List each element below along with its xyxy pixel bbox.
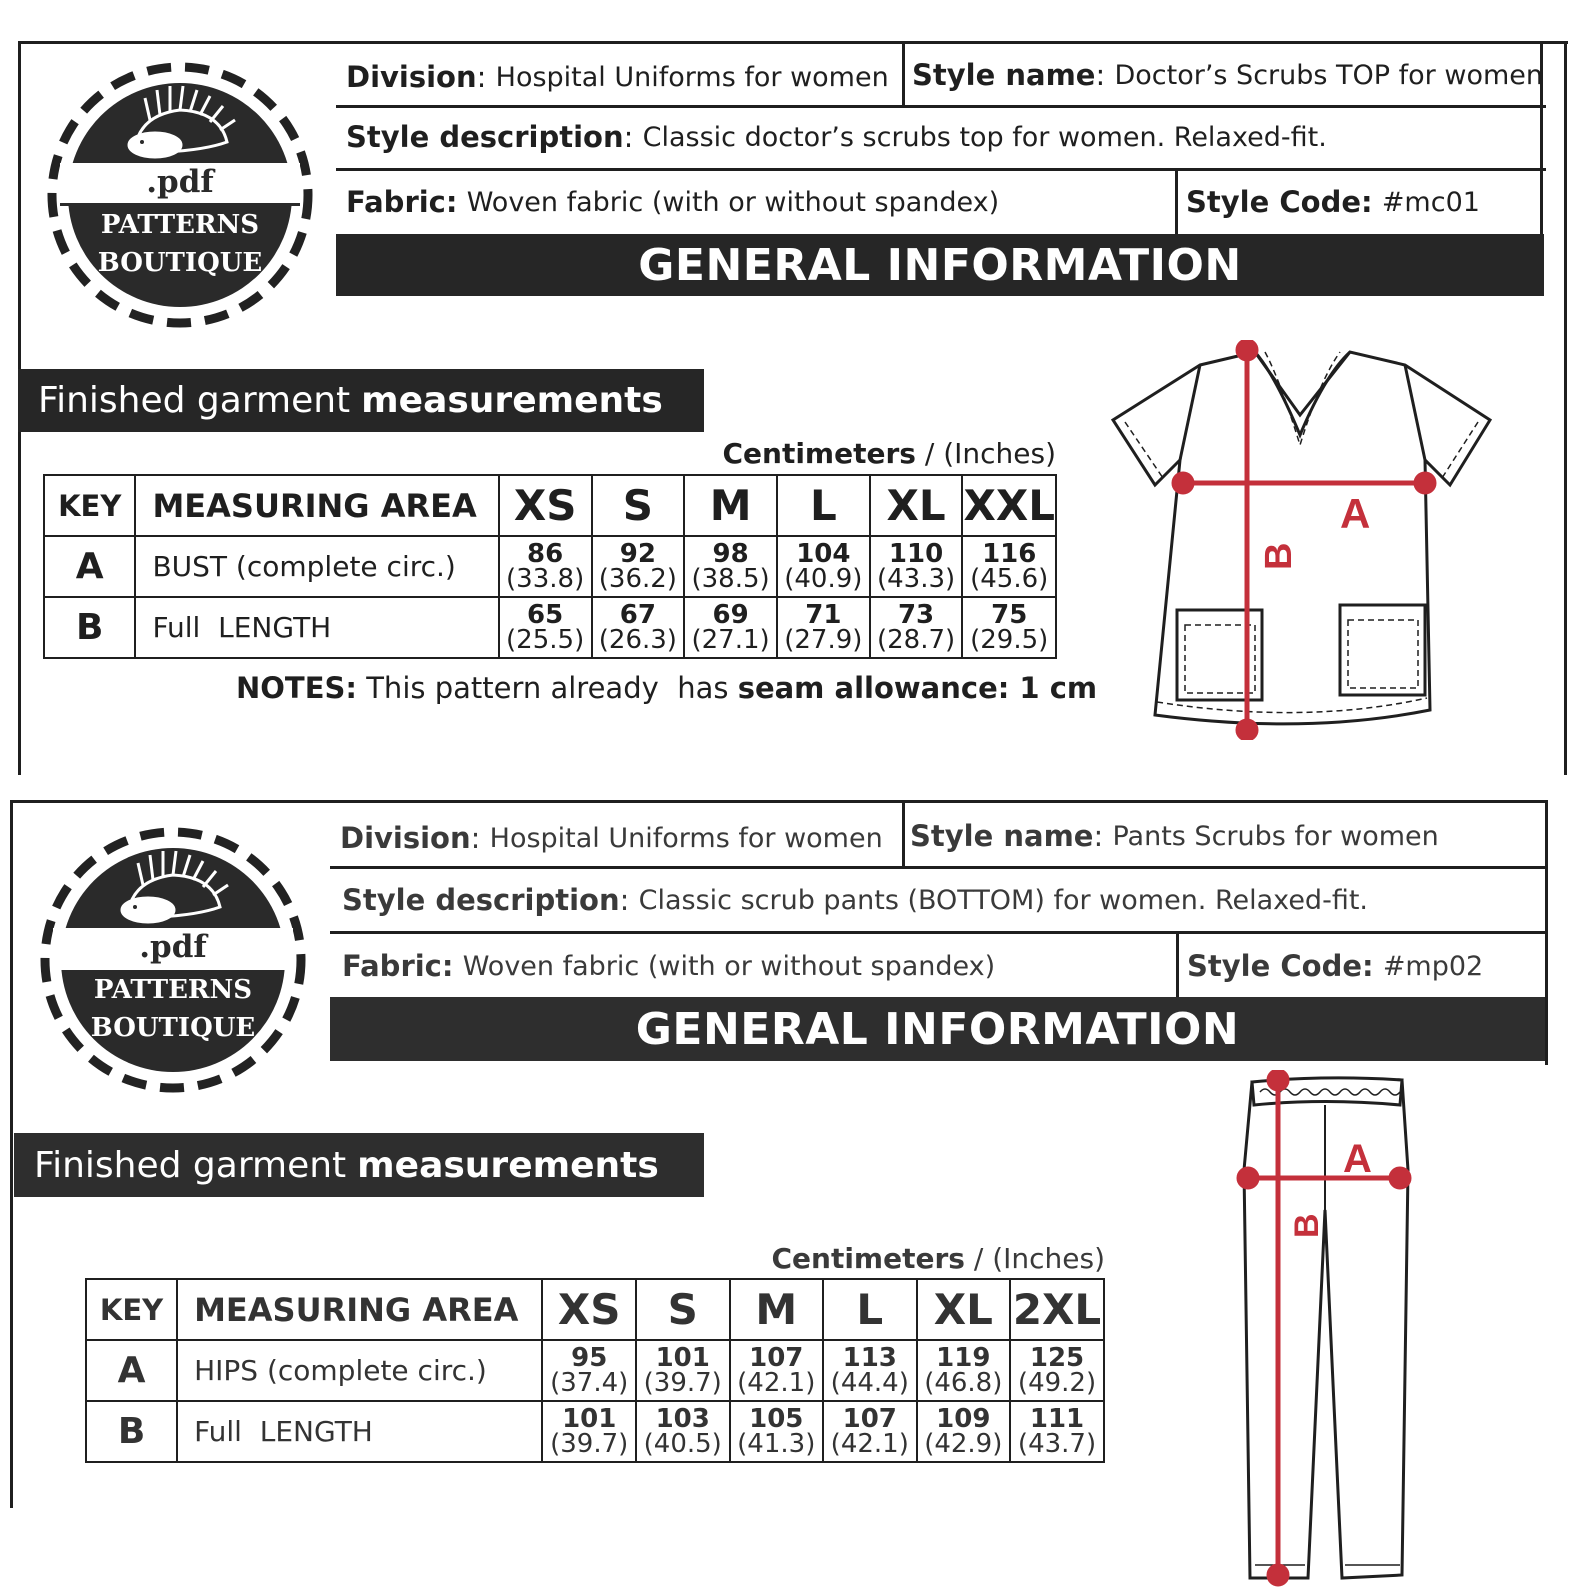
- header-key: KEY: [44, 475, 135, 536]
- value-cell: 92 (36.2): [592, 536, 685, 597]
- units-caption: [745, 1242, 1105, 1275]
- header-measuring-area: MEASURING AREA: [177, 1279, 542, 1340]
- logo-patterns: PATTERNS: [100, 210, 260, 240]
- units-bold: Centimeters: [771, 1242, 965, 1275]
- logo-pdf: .pdf: [146, 164, 214, 200]
- style-code-value: #mp02: [1382, 950, 1484, 982]
- fabric-label: Fabric:: [346, 185, 458, 219]
- scrubs-top-diagram: [1105, 340, 1505, 740]
- table-row: [44, 597, 1056, 658]
- value-cell: 125 (49.2): [1010, 1340, 1104, 1401]
- divider: [330, 931, 1545, 934]
- scrubs-pants-diagram: [1230, 1070, 1430, 1590]
- style-description-label: Style description: [342, 883, 620, 917]
- division-label: Division: [340, 821, 471, 855]
- sheet-top-border: [18, 41, 1568, 44]
- division-field: Division : Hospital Uniforms for women: [340, 821, 883, 855]
- style-name-value: Doctor’s Scrubs TOP for women: [1114, 59, 1543, 91]
- fabric-field: [346, 181, 999, 223]
- general-information-banner: GENERAL INFORMATION: [330, 997, 1545, 1061]
- spec-sheet-top: [0, 0, 1588, 775]
- top-body-outline: [1113, 352, 1490, 724]
- spec-sheet-pants: [0, 800, 1588, 1591]
- logo-pdf: .pdf: [139, 929, 207, 965]
- units-bold: Centimeters: [722, 437, 916, 470]
- header-size: L: [823, 1279, 917, 1340]
- style-description-field: Style description : Classic scrub pants (BOTTOM) for women. Relaxed-fit.: [342, 883, 1368, 917]
- logo-boutique: BOUTIQUE: [97, 248, 263, 278]
- division-value: Hospital Uniforms for women: [495, 61, 889, 93]
- header-size: XL: [870, 475, 963, 536]
- right-pocket: [1340, 605, 1425, 695]
- row-area: Full LENGTH: [135, 597, 498, 658]
- section-header: [18, 369, 704, 432]
- header-measuring-area: MEASURING AREA: [135, 475, 498, 536]
- value-cell: 95 (37.4): [542, 1340, 636, 1401]
- table-row: [44, 536, 1056, 597]
- header-size: XXL: [962, 475, 1056, 536]
- row-key: A: [86, 1340, 177, 1401]
- value-cell: 116 (45.6): [962, 536, 1056, 597]
- section-header-bold: measurements: [361, 380, 663, 421]
- division-label: Division: [346, 60, 477, 94]
- divider: [1176, 931, 1179, 997]
- section-header-normal: Finished garment: [34, 1144, 347, 1186]
- style-name-field: Style name : Pants Scrubs for women: [910, 819, 1439, 853]
- value-cell: 104 (40.9): [777, 536, 870, 597]
- value-cell: 98 (38.5): [684, 536, 777, 597]
- row-area: BUST (complete circ.): [135, 536, 498, 597]
- header-size: S: [636, 1279, 730, 1340]
- header-key: KEY: [86, 1279, 177, 1340]
- notes-label: NOTES:: [236, 671, 357, 705]
- units-rest: / (Inches): [924, 437, 1056, 470]
- value-cell: 65 (25.5): [499, 597, 592, 658]
- value-cell: 86 (33.8): [499, 536, 592, 597]
- brand-logo: [38, 825, 308, 1095]
- label-a: A: [1340, 490, 1371, 537]
- style-name-value: Pants Scrubs for women: [1112, 820, 1439, 852]
- fabric-value: Woven fabric (with or without spandex): [462, 950, 996, 982]
- value-cell: 111 (43.7): [1010, 1401, 1104, 1462]
- divider: [336, 168, 1546, 171]
- style-code-value: #mc01: [1381, 186, 1480, 218]
- style-code-label: Style Code:: [1187, 949, 1374, 983]
- fabric-label: Fabric:: [342, 949, 454, 983]
- value-cell: 71 (27.9): [777, 597, 870, 658]
- notes-text: This pattern already has: [366, 671, 729, 705]
- row-key: B: [44, 597, 135, 658]
- notes-bold: seam allowance: 1 cm: [737, 671, 1098, 705]
- value-cell: 101 (39.7): [542, 1401, 636, 1462]
- value-cell: 73 (28.7): [870, 597, 963, 658]
- header-size: XS: [542, 1279, 636, 1340]
- value-cell: 75 (29.5): [962, 597, 1056, 658]
- value-cell: 105 (41.3): [730, 1401, 824, 1462]
- divider: [902, 800, 905, 868]
- table-row: [86, 1340, 1104, 1401]
- label-a: A: [1343, 1137, 1372, 1181]
- value-cell: 69 (27.1): [684, 597, 777, 658]
- header-size: XL: [917, 1279, 1011, 1340]
- value-cell: 67 (26.3): [592, 597, 685, 658]
- style-description-value: Classic scrub pants (BOTTOM) for women. Relaxed-fit.: [638, 884, 1368, 916]
- division-field: Division : Hospital Uniforms for women: [346, 60, 889, 94]
- header-size: 2XL: [1010, 1279, 1104, 1340]
- style-name-label: Style name: [912, 58, 1096, 92]
- row-area: HIPS (complete circ.): [177, 1340, 542, 1401]
- sheet-top-border: [10, 800, 1548, 803]
- units-caption: [700, 437, 1056, 470]
- style-name-field: Style name : Doctor’s Scrubs TOP for women: [912, 58, 1543, 92]
- header-size: M: [730, 1279, 824, 1340]
- fabric-value: Woven fabric (with or without spandex): [466, 186, 1000, 218]
- divider: [1175, 168, 1178, 234]
- general-information-banner: GENERAL INFORMATION: [336, 234, 1544, 296]
- style-description-field: Style description : Classic doctor’s scrubs top for women. Relaxed-fit.: [346, 120, 1327, 154]
- brand-logo: [45, 60, 315, 330]
- value-cell: 110 (43.3): [870, 536, 963, 597]
- table-row: [86, 1401, 1104, 1462]
- style-description-label: Style description: [346, 120, 624, 154]
- notes: [236, 671, 1098, 705]
- fabric-field: [342, 945, 995, 987]
- division-value: Hospital Uniforms for women: [489, 822, 883, 854]
- measurement-table: [43, 474, 1057, 659]
- header-size: S: [592, 475, 685, 536]
- divider: [902, 41, 905, 107]
- row-key: B: [86, 1401, 177, 1462]
- row-area: Full LENGTH: [177, 1401, 542, 1462]
- row-key: A: [44, 536, 135, 597]
- value-cell: 109 (42.9): [917, 1401, 1011, 1462]
- header-size: L: [777, 475, 870, 536]
- section-header-bold: measurements: [357, 1144, 659, 1186]
- style-code-field: [1187, 945, 1483, 987]
- logo-patterns: PATTERNS: [93, 975, 253, 1005]
- header-size: XS: [499, 475, 592, 536]
- label-b: B: [1288, 1213, 1326, 1238]
- value-cell: 113 (44.4): [823, 1340, 917, 1401]
- measurement-table: [85, 1278, 1105, 1463]
- value-cell: 107 (42.1): [823, 1401, 917, 1462]
- divider: [330, 866, 1545, 869]
- sheet-right-border: [1545, 800, 1548, 1065]
- style-code-label: Style Code:: [1186, 185, 1373, 219]
- sheet-right-border: [1564, 41, 1567, 775]
- value-cell: 103 (40.5): [636, 1401, 730, 1462]
- label-b: B: [1258, 542, 1300, 570]
- section-header-normal: Finished garment: [38, 380, 351, 421]
- style-description-value: Classic doctor’s scrubs top for women. Relaxed-fit.: [642, 121, 1327, 153]
- value-cell: 119 (46.8): [917, 1340, 1011, 1401]
- sheet-left-border: [10, 800, 13, 1508]
- logo-boutique: BOUTIQUE: [90, 1013, 256, 1043]
- style-name-label: Style name: [910, 819, 1094, 853]
- value-cell: 107 (42.1): [730, 1340, 824, 1401]
- header-size: M: [684, 475, 777, 536]
- units-rest: / (Inches): [973, 1242, 1105, 1275]
- section-header: [14, 1133, 704, 1197]
- divider: [336, 105, 1546, 108]
- style-code-field: [1186, 181, 1480, 223]
- value-cell: 101 (39.7): [636, 1340, 730, 1401]
